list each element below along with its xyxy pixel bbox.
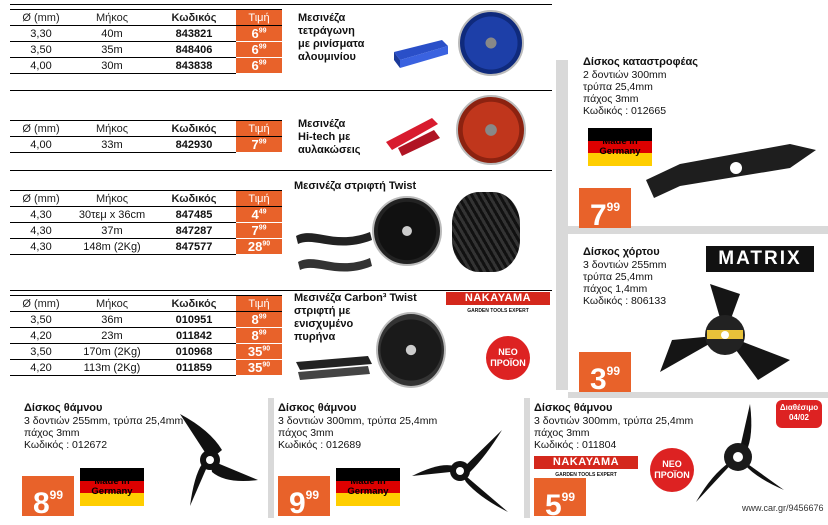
- sec2-title: Μεσινέζα Hi-tech με αυλακώσεις: [298, 118, 361, 156]
- brush-disc-image: [160, 410, 260, 510]
- hitech-line-image: [384, 108, 444, 158]
- grey-bar-vertical: [268, 398, 274, 518]
- grey-bar-horizontal: [568, 392, 828, 398]
- cell-diameter: 3,50: [10, 42, 72, 58]
- twist-line-image: [294, 222, 374, 282]
- cell-code: 842930: [152, 137, 236, 153]
- watermark: www.car.gr/9456676: [742, 503, 824, 513]
- cell-price: $28^{90}$: [236, 239, 282, 255]
- col-header-diameter: Ø (mm): [10, 121, 72, 137]
- cell-price: $35^{90}$: [236, 360, 282, 376]
- cell-code: 010951: [152, 312, 236, 328]
- right2-text: Δίσκος χόρτου 3 δοντιών 255mm τρύπα 25,4mm πάχος 1,4mm Κωδικός : 806133: [583, 246, 667, 307]
- table-row: [10, 328, 282, 344]
- cell-diameter: 3,50: [10, 312, 72, 328]
- cell-diameter: 4,00: [10, 58, 72, 74]
- col-header-code: Κωδικός: [152, 296, 236, 312]
- cell-length: 113m (2Kg): [72, 360, 152, 376]
- price-table-sec3: [10, 190, 282, 255]
- table-row: [10, 344, 282, 360]
- cell-length: 30m: [72, 58, 152, 74]
- cell-length: 35m: [72, 42, 152, 58]
- col-header-length: Μήκος: [72, 191, 152, 207]
- cell-length: 170m (2Kg): [72, 344, 152, 360]
- cell-price: $6^{99}$: [236, 42, 282, 58]
- bottom2-text: Δίσκος θάμνου 3 δοντιών 300mm, τρύπα 25,4mm πάχος 3mm Κωδικός : 012689: [278, 402, 438, 451]
- table-row: [10, 223, 282, 239]
- sec3-title: Μεσινέζα στριφτή Twist: [294, 180, 417, 192]
- cell-code: 847287: [152, 223, 236, 239]
- new-product-badge: ΝΕΟ ΠΡΟΪΟΝ: [486, 336, 530, 380]
- cell-length: 148m (2Kg): [72, 239, 152, 255]
- brush-disc-image: [410, 426, 510, 516]
- cell-price: $7^{99}$: [236, 137, 282, 153]
- cell-diameter: 4,30: [10, 207, 72, 223]
- right2-price: $3^{99}$: [579, 352, 631, 392]
- cell-diameter: 3,30: [10, 26, 72, 42]
- table-row: [10, 137, 282, 153]
- twist-2kg-spool-image: [452, 192, 520, 272]
- price-table-sec4: [10, 295, 282, 376]
- cell-code: 843838: [152, 58, 236, 74]
- col-header-price: Τιμή: [236, 10, 282, 26]
- nakayama-logo: NAKAYAMA GARDEN TOOLS EXPERT: [534, 456, 638, 478]
- section-divider: [10, 170, 552, 171]
- cell-diameter: 4,30: [10, 239, 72, 255]
- cell-length: 36m: [72, 312, 152, 328]
- cell-code: 011842: [152, 328, 236, 344]
- col-header-diameter: Ø (mm): [10, 191, 72, 207]
- col-header-price: Τιμή: [236, 296, 282, 312]
- grey-bar-vertical: [524, 398, 530, 518]
- bottom1-price: $8^{99}$: [22, 476, 74, 516]
- right1-price: $7^{99}$: [579, 188, 631, 228]
- grass-disc-image: [650, 280, 800, 390]
- col-header-code: Κωδικός: [152, 121, 236, 137]
- table-body: [10, 312, 282, 376]
- table-row: [10, 58, 282, 74]
- table-row: [10, 312, 282, 328]
- table-body: [10, 207, 282, 255]
- cell-price: $7^{99}$: [236, 223, 282, 239]
- price-table-sec2: [10, 120, 282, 153]
- carbon-spool-image: [376, 312, 446, 388]
- cell-code: 843821: [152, 26, 236, 42]
- cell-length: 30τεμ x 36cm: [72, 207, 152, 223]
- col-header-diameter: Ø (mm): [10, 10, 72, 26]
- section-divider: [10, 4, 552, 5]
- cell-code: 010968: [152, 344, 236, 360]
- cell-price: $4^{49}$: [236, 207, 282, 223]
- cell-price: $35^{90}$: [236, 344, 282, 360]
- red-spool-image: [456, 95, 526, 165]
- col-header-price: Τιμή: [236, 191, 282, 207]
- grey-bar-vertical: [556, 60, 568, 390]
- cell-price: $8^{99}$: [236, 328, 282, 344]
- cell-code: 847485: [152, 207, 236, 223]
- cell-diameter: 4,30: [10, 223, 72, 239]
- bottom1-text: Δίσκος θάμνου 3 δοντιών 255mm, τρύπα 25,4mm πάχος 3mm Κωδικός : 012672: [24, 402, 184, 451]
- cell-code: 848406: [152, 42, 236, 58]
- cell-price: $6^{99}$: [236, 26, 282, 42]
- col-header-code: Κωδικός: [152, 10, 236, 26]
- carbon-line-image: [294, 352, 374, 382]
- bottom2-price: $9^{99}$: [278, 476, 330, 516]
- cell-length: 33m: [72, 137, 152, 153]
- table-row: [10, 26, 282, 42]
- sec1-title: Μεσινέζα τετράγωνη με ρινίσματα αλουμινίου: [298, 12, 365, 63]
- price-table-sec1: [10, 9, 282, 74]
- cell-diameter: 4,20: [10, 360, 72, 376]
- cell-code: 847577: [152, 239, 236, 255]
- destroyer-disc-image: [640, 138, 820, 202]
- cell-diameter: 4,20: [10, 328, 72, 344]
- col-header-price: Τιμή: [236, 121, 282, 137]
- cell-length: 23m: [72, 328, 152, 344]
- made-in-germany-flag: Made in Germany: [588, 128, 652, 166]
- availability-badge: Διαθέσιμο 04/02: [776, 400, 822, 428]
- table-row: [10, 239, 282, 255]
- sec4-title: Μεσινέζα Carbon³ Twist στριφτή με ενισχυμένο πυρήνα: [294, 292, 417, 343]
- square-line-image: [390, 32, 450, 72]
- col-header-length: Μήκος: [72, 121, 152, 137]
- bottom3-text: Δίσκος θάμνου 3 δοντιών 300mm, τρύπα 25,4mm πάχος 3mm Κωδικός : 011804: [534, 402, 694, 451]
- table-row: [10, 360, 282, 376]
- col-header-code: Κωδικός: [152, 191, 236, 207]
- cell-code: 011859: [152, 360, 236, 376]
- section-divider: [10, 90, 552, 91]
- table-row: [10, 42, 282, 58]
- made-in-germany-flag: Made in Germany: [80, 468, 144, 506]
- cell-diameter: 4,00: [10, 137, 72, 153]
- table-body: [10, 137, 282, 153]
- blue-spool-image: [458, 10, 524, 76]
- right1-text: Δίσκος καταστροφέας 2 δοντιών 300mm τρύπα 25,4mm πάχος 3mm Κωδικός : 012665: [583, 56, 698, 117]
- cell-price: $6^{99}$: [236, 58, 282, 74]
- cell-diameter: 3,50: [10, 344, 72, 360]
- bottom3-price: $5^{99}$: [534, 478, 586, 516]
- brush-disc-image: [690, 402, 786, 512]
- matrix-logo: MATRIX: [706, 246, 814, 272]
- col-header-diameter: Ø (mm): [10, 296, 72, 312]
- col-header-length: Μήκος: [72, 10, 152, 26]
- twist-spool-image: [372, 196, 442, 266]
- table-row: [10, 207, 282, 223]
- new-product-badge: ΝΕΟ ΠΡΟΪΟΝ: [650, 448, 694, 492]
- table-body: [10, 26, 282, 74]
- made-in-germany-flag: Made in Germany: [336, 468, 400, 506]
- cell-length: 37m: [72, 223, 152, 239]
- col-header-length: Μήκος: [72, 296, 152, 312]
- cell-price: $8^{99}$: [236, 312, 282, 328]
- nakayama-logo: NAKAYAMA GARDEN TOOLS EXPERT: [446, 292, 550, 314]
- cell-length: 40m: [72, 26, 152, 42]
- section-divider: [10, 290, 552, 291]
